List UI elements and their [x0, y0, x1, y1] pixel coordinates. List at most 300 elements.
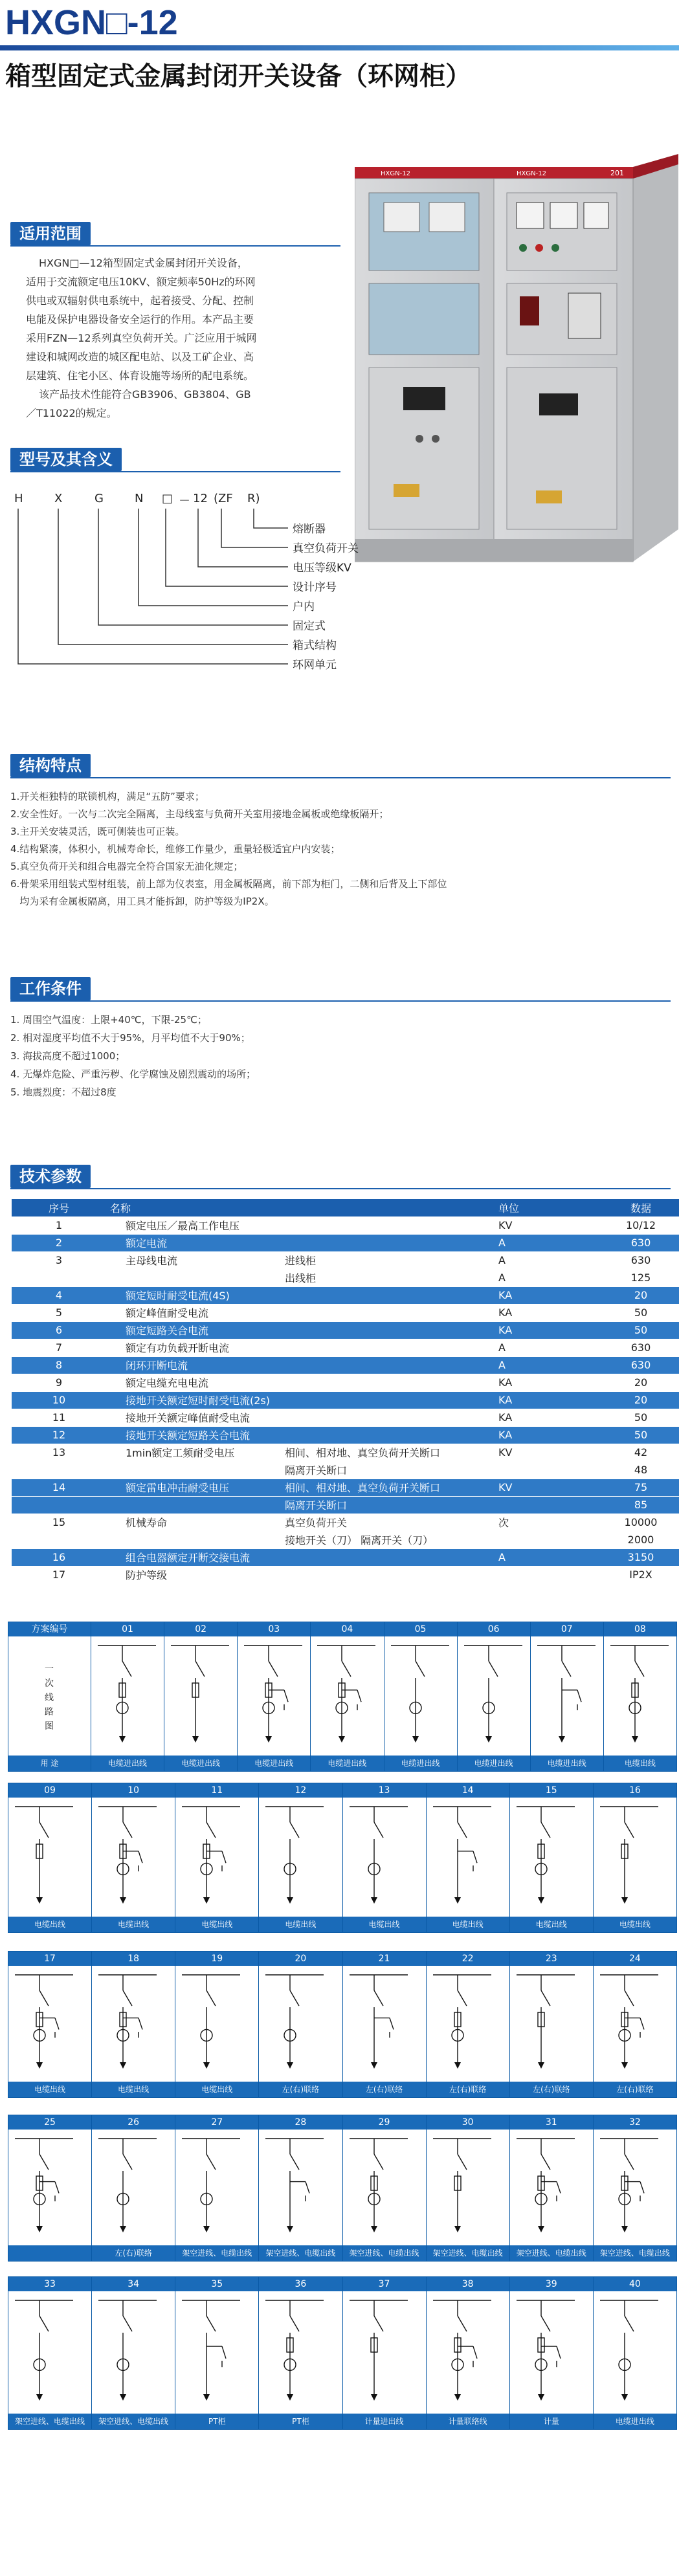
line-diagram-svg: [427, 1798, 500, 1917]
scheme-number: 19: [175, 1952, 258, 1966]
cable-end-arrow: [454, 2062, 461, 2069]
line-diagram-svg: [175, 2291, 249, 2414]
scheme-diagram: [164, 1636, 237, 1756]
scheme-diagram: [175, 1798, 258, 1917]
spec-cell: 630: [603, 1251, 679, 1269]
scheme-side-label: 一次线路图: [45, 1664, 54, 1732]
line-diagram-svg: [8, 1966, 82, 2082]
scheme-cell: [164, 1622, 238, 1771]
switch-blade: [541, 2316, 550, 2331]
cable-end-arrow: [485, 1736, 492, 1743]
switch-blade: [123, 2316, 132, 2331]
spec-cell: 额定短时耐受电流(4S): [106, 1286, 495, 1304]
scheme-block: [8, 1951, 677, 2098]
spec-cell: 额定电压／最高工作电压: [106, 1216, 495, 1234]
line-diagram-svg: [604, 1636, 677, 1756]
scheme-number: 13: [343, 1783, 426, 1798]
line-diagram-svg: [427, 2291, 500, 2414]
spec-cell: 50: [603, 1304, 679, 1321]
section-scope-line: [10, 245, 340, 247]
spec-row: [12, 1339, 679, 1356]
section-model-line: [10, 471, 340, 472]
scheme-use: 电缆出线: [427, 1917, 509, 1932]
scheme-number: 33: [8, 2277, 91, 2291]
switch-blade: [290, 2154, 299, 2170]
scheme-cell: [92, 2115, 175, 2261]
spec-cell: 630: [603, 1339, 679, 1356]
earth-switch: [557, 2346, 561, 2359]
scheme-cell: [175, 1952, 259, 2097]
spec-cell: 主母线电流: [106, 1251, 281, 1269]
spec-cell: KA: [495, 1426, 603, 1444]
scheme-number: 06: [458, 1622, 530, 1636]
spec-cell: 630: [603, 1234, 679, 1251]
switch-blade: [625, 1822, 634, 1838]
section-conditions-line: [10, 1000, 671, 1002]
spec-row: [12, 1496, 679, 1514]
scheme-diagram: [8, 1798, 91, 1917]
spec-cell: A: [495, 1339, 603, 1356]
switch-blade: [374, 2154, 383, 2170]
spec-cell: KV: [495, 1444, 603, 1461]
spec-cell: 组合电器额定开断交接电流: [106, 1548, 495, 1566]
scheme-number: 08: [604, 1622, 676, 1636]
scheme-use: 电缆进出线: [238, 1756, 310, 1771]
scheme-cell: [510, 1783, 594, 1932]
switch-blade: [206, 1990, 216, 2006]
feature-line: 3.主开关安装灵活，既可侧装也可正装。: [10, 826, 185, 837]
scheme-use: 电缆出线: [92, 2082, 175, 2097]
line-diagram-svg: [510, 1798, 583, 1917]
switch-blade: [489, 1661, 498, 1677]
spec-cell: KA: [495, 1409, 603, 1426]
spec-cell: 17: [12, 1566, 106, 1583]
line-diagram-svg: [238, 1636, 311, 1756]
scheme-cell: [259, 1952, 342, 2097]
cable-end-arrow: [287, 1897, 293, 1904]
scheme-diagram: [594, 2130, 676, 2245]
switch-blade: [39, 1822, 49, 1838]
earth-switch: [473, 2346, 477, 2359]
scheme-use: 电缆出线: [343, 1917, 426, 1932]
line-diagram-svg: [92, 1966, 165, 2082]
scheme-diagram: [510, 2291, 593, 2414]
cable-end-arrow: [36, 2062, 43, 2069]
cable-end-arrow: [287, 2226, 293, 2232]
switch-blade: [541, 2154, 550, 2170]
line-diagram-svg: [594, 2291, 667, 2414]
switch-blade: [206, 1822, 216, 1838]
spec-cell: 14: [12, 1479, 106, 1496]
line-diagram-svg: [343, 1966, 416, 2082]
spec-cell: [12, 1269, 106, 1286]
scheme-use: 电缆出线: [175, 2082, 258, 2097]
scheme-number: 24: [594, 1952, 676, 1966]
spec-cell: [106, 1461, 281, 1479]
scheme-use: 电缆出线: [594, 1917, 676, 1932]
scheme-number: 23: [510, 1952, 593, 1966]
scheme-cell: [594, 1783, 676, 1932]
scheme-cell: [259, 2115, 342, 2261]
switch-blade: [374, 2316, 383, 2331]
section-model-header: 型号及其含义: [10, 448, 122, 471]
spec-header-cell: 序号: [12, 1199, 106, 1216]
spec-cell: 2: [12, 1234, 106, 1251]
line-diagram-svg: [531, 1636, 604, 1756]
cable-end-arrow: [538, 2226, 544, 2232]
switch-blade: [39, 1990, 49, 2006]
switch-blade: [123, 1822, 132, 1838]
spec-cell: [495, 1496, 603, 1514]
spec-cell: [106, 1269, 281, 1286]
model-label: 熔断器: [293, 523, 326, 536]
scheme-cell: [594, 2277, 676, 2429]
model-char: X: [54, 492, 63, 505]
scheme-use: 左(右)联络: [594, 2082, 676, 2097]
line-diagram-svg: [259, 2291, 332, 2414]
spec-cell: 20: [603, 1391, 679, 1409]
scheme-use: 架空进线、电缆出线: [594, 2245, 676, 2261]
conditions-text: [10, 1011, 658, 1101]
cable-end-arrow: [454, 2226, 461, 2232]
section-scope-header: 适用范围: [10, 222, 91, 245]
scheme-number: 32: [594, 2115, 676, 2130]
scheme-cell: [311, 1622, 384, 1771]
spec-row: [12, 1374, 679, 1391]
condition-line: 5. 地震烈度：不超过8度: [10, 1086, 117, 1098]
switch-blade: [122, 1661, 131, 1677]
spec-table: [12, 1199, 679, 1584]
scheme-use: 左(右)联络: [92, 2245, 175, 2261]
earth-switch: [306, 2182, 309, 2194]
spec-cell: 10: [12, 1391, 106, 1409]
spec-cell: 20: [603, 1286, 679, 1304]
condition-line: 3. 海拔高度不超过1000；: [10, 1050, 126, 1062]
scheme-use: 电缆出线: [8, 1917, 91, 1932]
section-specs-header: 技术参数: [10, 1165, 91, 1188]
scheme-diagram: [384, 1636, 457, 1756]
model-label: 设计序号: [293, 581, 337, 594]
model-char: G: [95, 492, 104, 505]
scheme-use: 计量: [510, 2414, 593, 2429]
spec-cell: 隔离开关断口: [281, 1496, 495, 1514]
scheme-use: 电缆进出线: [458, 1756, 530, 1771]
spec-cell: 11: [12, 1409, 106, 1426]
scheme-diagram: [510, 1798, 593, 1917]
scheme-cell: [343, 1952, 427, 2097]
model-label: 环网单元: [293, 659, 337, 672]
earth-switch: [222, 2346, 226, 2359]
spec-row: [12, 1391, 679, 1409]
cable-end-arrow: [371, 2394, 377, 2401]
switch-blade: [206, 2154, 216, 2170]
scheme-number: 30: [427, 2115, 509, 2130]
cable-end-arrow: [120, 2226, 126, 2232]
line-diagram-svg: [311, 1636, 384, 1756]
line-diagram-svg: [594, 1798, 667, 1917]
spec-cell: KA: [495, 1391, 603, 1409]
scheme-diagram: [343, 2130, 426, 2245]
scheme-diagram: [594, 1966, 676, 2082]
model-char: (ZF: [214, 492, 233, 505]
cable-end-arrow: [36, 2226, 43, 2232]
earth-switch: [577, 1690, 581, 1702]
spec-cell: 接地开关（刀） 隔离开关（刀）: [281, 1531, 495, 1548]
spec-cell: 3: [12, 1251, 106, 1269]
scheme-use: 架空进线、电缆出线: [8, 2414, 91, 2429]
cabinet-photo: [355, 148, 678, 571]
line-diagram-svg: [259, 1966, 332, 2082]
scheme-use: 计量联络线: [427, 2414, 509, 2429]
scheme-use: 左(右)联络: [510, 2082, 593, 2097]
scheme-diagram: [175, 2291, 258, 2414]
line-diagram-svg: [175, 1798, 249, 1917]
scheme-cell: [175, 1783, 259, 1932]
scheme-use: PT柜: [175, 2414, 258, 2429]
scheme-number: 07: [531, 1622, 603, 1636]
line-diagram-svg: [175, 1966, 249, 2082]
cable-end-arrow: [287, 2062, 293, 2069]
scheme-diagram: [531, 1636, 603, 1756]
scheme-cell: [427, 1783, 510, 1932]
line-diagram-svg: [458, 1636, 531, 1756]
spec-cell: 3150: [603, 1548, 679, 1566]
cable-end-arrow: [36, 1897, 43, 1904]
line-diagram-svg: [594, 2130, 667, 2245]
cable-end-arrow: [621, 1897, 628, 1904]
spec-cell: 闭环开断电流: [106, 1356, 495, 1374]
scheme-use: 用 途: [8, 1756, 91, 1771]
scheme-number: 12: [259, 1783, 342, 1798]
scheme-number: 10: [92, 1783, 175, 1798]
scheme-diagram: [343, 2291, 426, 2414]
spec-cell: A: [495, 1548, 603, 1566]
scheme-number: 03: [238, 1622, 310, 1636]
spec-header-cell: 名称: [106, 1199, 495, 1216]
line-diagram-svg: [92, 1798, 165, 1917]
scheme-number: 17: [8, 1952, 91, 1966]
switch-blade: [635, 1661, 644, 1677]
line-diagram-svg: [8, 2130, 82, 2245]
earth-switch: [284, 1690, 288, 1702]
scheme-diagram: [8, 2291, 91, 2414]
scheme-diagram: [343, 1966, 426, 2082]
cable-end-arrow: [371, 2226, 377, 2232]
cable-end-arrow: [36, 2394, 43, 2401]
scheme-number: 25: [8, 2115, 91, 2130]
spec-cell: 10000: [603, 1514, 679, 1531]
section-features-line: [10, 777, 671, 778]
spec-cell: 9: [12, 1374, 106, 1391]
spec-row: [12, 1479, 679, 1496]
page-model-title: HXGN□-12: [5, 3, 178, 42]
scope-line: 适用于交流额定电压10KV、额定频率50Hz的环网: [26, 276, 256, 288]
line-diagram-svg: [427, 2130, 500, 2245]
scheme-diagram: [510, 1966, 593, 2082]
spec-cell: A: [495, 1234, 603, 1251]
scheme-use: 电缆进出线: [91, 1756, 164, 1771]
spec-cell: 10/12: [603, 1216, 679, 1234]
spec-cell: KA: [495, 1374, 603, 1391]
feature-line: 1.开关柜独特的联锁机构，满足“五防”要求；: [10, 791, 205, 802]
scheme-block: [8, 2115, 677, 2262]
spec-cell: 1: [12, 1216, 106, 1234]
scheme-number: 22: [427, 1952, 509, 1966]
scheme-block: [8, 2276, 677, 2430]
spec-cell: [12, 1461, 106, 1479]
spec-cell: [495, 1566, 603, 1583]
spec-cell: 真空负荷开关: [281, 1514, 495, 1531]
cable-end-arrow: [538, 2394, 544, 2401]
spec-cell: IP2X: [603, 1566, 679, 1583]
cable-end-arrow: [454, 1897, 461, 1904]
switch-blade: [458, 1990, 467, 2006]
earth-switch: [139, 1851, 142, 1863]
scheme-diagram: [510, 2130, 593, 2245]
line-diagram-svg: [384, 1636, 458, 1756]
model-char: N: [135, 492, 144, 505]
model-label: 箱式结构: [293, 639, 337, 652]
scheme-cell: [259, 1783, 342, 1932]
switch-blade: [269, 1661, 278, 1677]
scheme-number: 05: [384, 1622, 457, 1636]
switch-blade: [195, 1661, 205, 1677]
spec-header-row: [12, 1199, 679, 1216]
scope-line: 该产品技术性能符合GB3906、GB3804、GB: [39, 388, 251, 401]
spec-cell: 机械寿命: [106, 1514, 281, 1531]
spec-cell: KV: [495, 1479, 603, 1496]
spec-row: [12, 1269, 679, 1286]
cable-end-arrow: [203, 2226, 210, 2232]
line-diagram-svg: [510, 2130, 583, 2245]
cable-end-arrow: [632, 1736, 638, 1743]
line-diagram-svg: [92, 2130, 165, 2245]
scheme-cell: [343, 2277, 427, 2429]
feature-line: 6.骨架采用组装式型材组装，前上部为仪表室，用金属板隔离，前下部为柜门，二侧和后背及上下部位: [10, 878, 447, 890]
spec-cell: 额定有功负载开断电流: [106, 1339, 495, 1356]
cabinet-tag: 201: [610, 169, 624, 177]
scheme-cell: [92, 2277, 175, 2429]
line-diagram-svg: [427, 1966, 500, 2082]
scheme-number: 20: [259, 1952, 342, 1966]
scheme-use: PT柜: [259, 2414, 342, 2429]
spec-cell: 7: [12, 1339, 106, 1356]
scheme-diagram: [8, 2130, 91, 2245]
scheme-cell: [531, 1622, 604, 1771]
scheme-number: 40: [594, 2277, 676, 2291]
spec-cell: KV: [495, 1216, 603, 1234]
scheme-number: 01: [91, 1622, 164, 1636]
scheme-number: 37: [343, 2277, 426, 2291]
scheme-cell: [8, 1952, 92, 2097]
scheme-diagram: [259, 1966, 342, 2082]
spec-cell: 8: [12, 1356, 106, 1374]
scheme-use: 左(右)联络: [259, 2082, 342, 2097]
scheme-use: 左(右)联络: [343, 2082, 426, 2097]
scheme-use: 电缆出线: [8, 2082, 91, 2097]
scheme-cell: [343, 2115, 427, 2261]
cable-end-arrow: [538, 1897, 544, 1904]
spec-cell: [106, 1531, 281, 1548]
model-char: R): [247, 492, 260, 505]
earth-switch: [222, 1851, 226, 1863]
scheme-number: 29: [343, 2115, 426, 2130]
spec-cell: 额定峰值耐受电流: [106, 1304, 495, 1321]
model-label: 户内: [293, 600, 315, 613]
cable-end-arrow: [203, 1897, 210, 1904]
spec-row: [12, 1514, 679, 1531]
spec-cell: 隔离开关断口: [281, 1461, 495, 1479]
scheme-use: 架空进线、电缆出线: [175, 2245, 258, 2261]
scheme-diagram: [92, 1798, 175, 1917]
line-diagram-svg: [175, 2130, 249, 2245]
scheme-number: 04: [311, 1622, 383, 1636]
spec-cell: A: [495, 1251, 603, 1269]
spec-header-cell: 数据: [603, 1199, 679, 1216]
scheme-use: 架空进线、电缆出线: [343, 2245, 426, 2261]
spec-cell: 6: [12, 1321, 106, 1339]
scheme-diagram: [343, 1798, 426, 1917]
spec-cell: 13: [12, 1444, 106, 1461]
line-diagram-svg: [510, 1966, 583, 2082]
cable-end-arrow: [192, 1736, 199, 1743]
scheme-use: 计量进出线: [343, 2414, 426, 2429]
scheme-number: 11: [175, 1783, 258, 1798]
scheme-diagram: [175, 1966, 258, 2082]
spec-cell: [12, 1531, 106, 1548]
spec-cell: 42: [603, 1444, 679, 1461]
spec-row: [12, 1444, 679, 1461]
line-diagram-svg: [164, 1636, 238, 1756]
scheme-cell: [427, 2115, 510, 2261]
line-diagram-svg: [343, 1798, 416, 1917]
scheme-number: 21: [343, 1952, 426, 1966]
feature-line: 2.安全性好。一次与二次完全隔离，主母线室与负荷开关室用接地金属板或绝缘板隔开；: [10, 808, 389, 820]
earth-switch: [473, 1851, 477, 1863]
spec-cell: 接地开关额定短路关合电流: [106, 1426, 495, 1444]
cable-end-arrow: [265, 1736, 272, 1743]
scheme-number: 38: [427, 2277, 509, 2291]
features-text: [10, 788, 671, 910]
switch-blade: [290, 1822, 299, 1838]
scheme-use: 电缆进出线: [384, 1756, 457, 1771]
scheme-cell: [8, 2277, 92, 2429]
spec-row: [12, 1409, 679, 1426]
spec-row: [12, 1321, 679, 1339]
switch-blade: [416, 1661, 425, 1677]
scheme-number: 09: [8, 1783, 91, 1798]
scheme-number: 方案编号: [8, 1622, 91, 1636]
scheme-cell: [427, 2277, 510, 2429]
scheme-number: 27: [175, 2115, 258, 2130]
scheme-use: [8, 2245, 91, 2261]
scheme-diagram: [91, 1636, 164, 1756]
feature-line: 5.真空负荷开关和组合电器完全符合国家无油化规定；: [10, 861, 243, 872]
scheme-cell: [175, 2277, 259, 2429]
scheme-cell: [510, 2277, 594, 2429]
cable-end-arrow: [120, 2062, 126, 2069]
line-diagram-svg: [343, 2130, 416, 2245]
spec-cell: 相间、相对地、真空负荷开关断口: [281, 1444, 495, 1461]
scheme-diagram: [594, 2291, 676, 2414]
scheme-cell: [8, 1783, 92, 1932]
earth-switch: [390, 2018, 394, 2030]
spec-cell: 12: [12, 1426, 106, 1444]
switch-blade: [123, 2154, 132, 2170]
scheme-cell: [510, 1952, 594, 2097]
scheme-cell: [238, 1622, 311, 1771]
scope-line: HXGN□—12箱型固定式金属封闭开关设备，: [39, 257, 248, 269]
